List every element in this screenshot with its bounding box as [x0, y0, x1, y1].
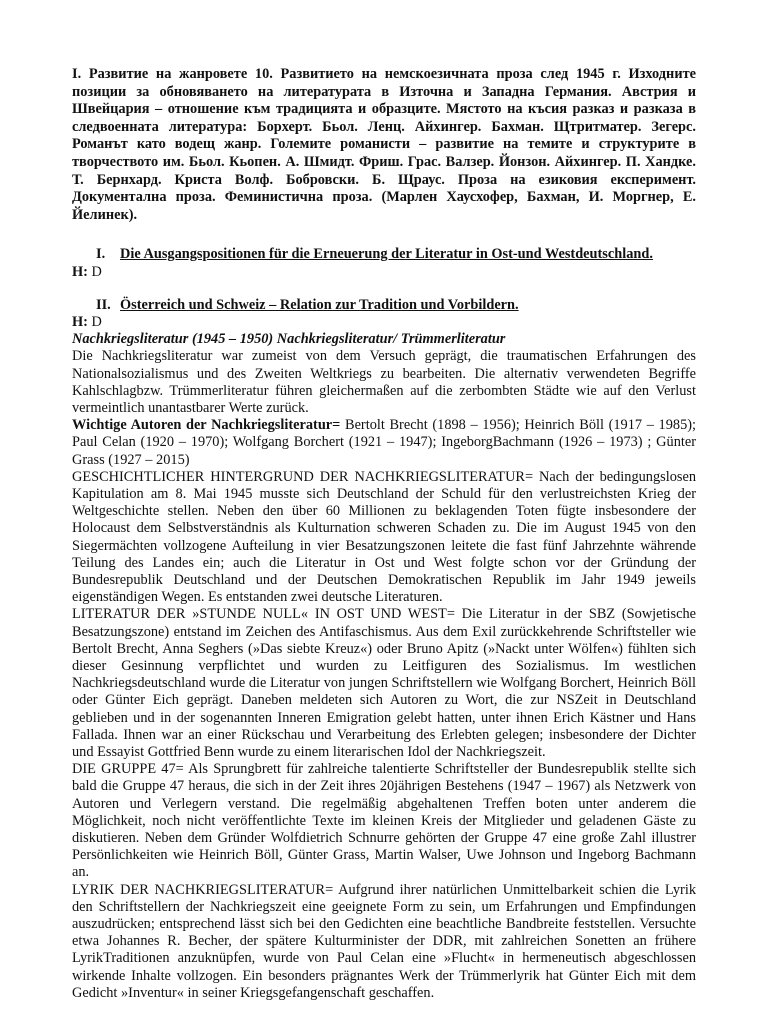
section-number: II.	[96, 296, 111, 313]
document-page	[72, 66, 696, 1002]
h-value: D	[91, 313, 102, 330]
section-number: I.	[96, 246, 106, 263]
spacer	[72, 281, 696, 297]
h-line-2	[72, 314, 696, 331]
h-label: H:	[72, 313, 88, 330]
paragraph-gruppe-47: DIE GRUPPE 47= Als Sprungbrett für zahlreiche talentierte Schriftsteller der Bundesrepublik stellte sich bald die Gruppe 47 heraus, die sich in der Zeit ihres 20jährigen Bestehens (1947 – 1967) als Netzwerk von Autoren und Verlegern verstand. Die regelmäßig abgehaltenen Treffen boten unter anderem die Möglichkeit, noch nicht veröffentlichte Texte im kleinen Kreis der Mitglieder und geladenen Gäste zu diskutieren. Neben dem Gründer Wolfdietrich Schnurre gehörten der Gruppe 47 eine große Zahl illustrer Persönlichkeiten wie Heinrich Böll, Günter Grass, Martin Walser, Uwe Johnson und Ingeborg Bachmann an.	[72, 761, 696, 881]
section-heading-1	[72, 246, 696, 263]
paragraph-stunde-null: LITERATUR DER »STUNDE NULL« IN OST UND WEST= Die Literatur in der SBZ (Sowjetische Besatzungszone) entstand im Zeichen des Antifaschismus. Aus dem Exil zurückkehrende Schriftsteller wie Bertolt Brecht, Anna Seghers (»Das siebte Kreuz«) oder Bruno Apitz (»Nackt unter Wölfen«) fühlten sich dieser Gesinnung verpflichtet und wurden zu Leitfiguren des Sozialismus. Im westlichen Nachkriegsdeutschland wurde die Literatur von jungen Schriftstellern wie Wolfgang Borchert, Heinrich Böll oder Günter Eich geprägt. Daneben meldeten sich Autoren zu Wort, die zur NSZeit in Deutschland geblieben und in der sogenannten Inneren Emigration gelebt hatten, unter ihnen Erich Kästner und Hans Fallada. Ihnen war an einer Rückschau und Verarbeitung des Erlebten gelegen; insbesondere der Dichter und Essayist Gottfried Benn wurde zu einem literarischen Idol der Nachkriegszeit.	[72, 606, 696, 761]
authors-paragraph	[72, 417, 696, 469]
subheading: Nachkriegsliteratur (1945 – 1950) Nachkriegsliteratur/ Trümmerliteratur	[72, 331, 506, 348]
intro-paragraph: I. Развитие на жанровете 10. Развитието на немскоезичната проза след 1945 г. Изходните позиции за обновяването на литературата в Източна и Западна Германия. Австрия и Швейцария – отношение към традицията и образците. Мястото на късия разказ и разказа в следвоенната литература: Борхерт. Бьол. Ленц. Айхингер. Бахман. Щтритматер. Зегерс. Романът като водещ жанр. Големите романисти – развитие на темите и структурите в творчеството им. Бьол. Кьопен. А. Шмидт. Фриш. Грас. Валзер. Йонзон. Айхингер. П. Хандке. Т. Бернхард. Криста Волф. Бобровски. Б. Щраус. Проза на езиковия експеримент. Документална проза. Феминистична проза. (Марлен Хаусхофер, Бахман, И. Моргнер, Е. Йелинек).	[72, 66, 696, 223]
h-label: H:	[72, 263, 88, 280]
paragraph-history: GESCHICHTLICHER HINTERGRUND DER NACHKRIEGSLITERATUR= Nach der bedingungslosen Kapitulation am 8. Mai 1945 musste sich Deutschland der Schuld für den verlustreichsten Krieg der Weltgeschichte stellen. Neben den über 60 Millionen zu beklagenden Toten fügte insbesondere der Holocaust dem Selbstverständnis als Kulturnation schweren Schaden zu. Die im August 1945 von den Siegermächten vollzogene Aufteilung in vier Besatzungszonen leitete die fast fünf Jahrzehnte währende Teilung des Landes ein; auch die Literatur in Ost und West folgte schon vor der Gründung der Bundesrepublik Deutschland und der Deutschen Demokratischen Republik im Jahr 1949 jeweils eigenständigen Wegen. Es entstanden zwei deutsche Literaturen.	[72, 468, 696, 606]
h-value: D	[91, 263, 102, 280]
section-title: Die Ausgangspositionen für die Erneuerung der Literatur in Ost-und Westdeutschland.	[120, 246, 653, 263]
authors-label: Wichtige Autoren der Nachkriegsliteratur=	[72, 417, 341, 434]
section-title: Österreich und Schweiz – Relation zur Tradition und Vorbildern.	[120, 296, 519, 313]
paragraph-intro: Die Nachkriegsliteratur war zumeist von dem Versuch geprägt, die traumatischen Erfahrungen des Nationalsozialismus und des Zweiten Weltkriegs zu bearbeiten. Die alternativ verwendeten Begriffe Kahlschlagbzw. Trümmerliteratur führen gleichermaßen auf die zerbombten Städte wie auf den Verlust vermeintlich unantastbarer Werte zurück.	[72, 348, 696, 416]
h-line-1	[72, 264, 696, 281]
paragraph-lyrik: LYRIK DER NACHKRIEGSLITERATUR= Aufgrund ihrer natürlichen Unmittelbarkeit schien die Lyrik den Schriftstellern der Nachkriegszeit eine geeignete Form zu sein, um Erfahrungen und Empfindungen auszudrücken; entsprechend lässt sich bei den Gedichten eine beachtliche Bandbreite feststellen. Versuchte etwa Johannes R. Becher, der spätere Kulturminister der DDR, mit zahlreichen Sonetten an frühere LyrikTraditionen anzuknüpfen, wurde von Paul Celan eine »Flucht« in hermeneutisch abgeschlossen wirkende Inhalte vollzogen. Ein besonders prägnantes Werk der Trümmerlyrik hat Günter Eich mit dem Gedicht »Inventur« in seiner Kriegsgefangenschaft geschaffen.	[72, 881, 696, 1001]
section-heading-2	[72, 297, 696, 314]
authors-text: Bertolt Brecht (1898 – 1956); Heinrich Böll (1917 – 1985); Paul Celan (1920 – 1970); Wolfgang Borchert (1921 – 1947); IngeborgBachmann (1926 – 1973) ; Günter Grass (1927 – 2015)	[72, 417, 696, 468]
